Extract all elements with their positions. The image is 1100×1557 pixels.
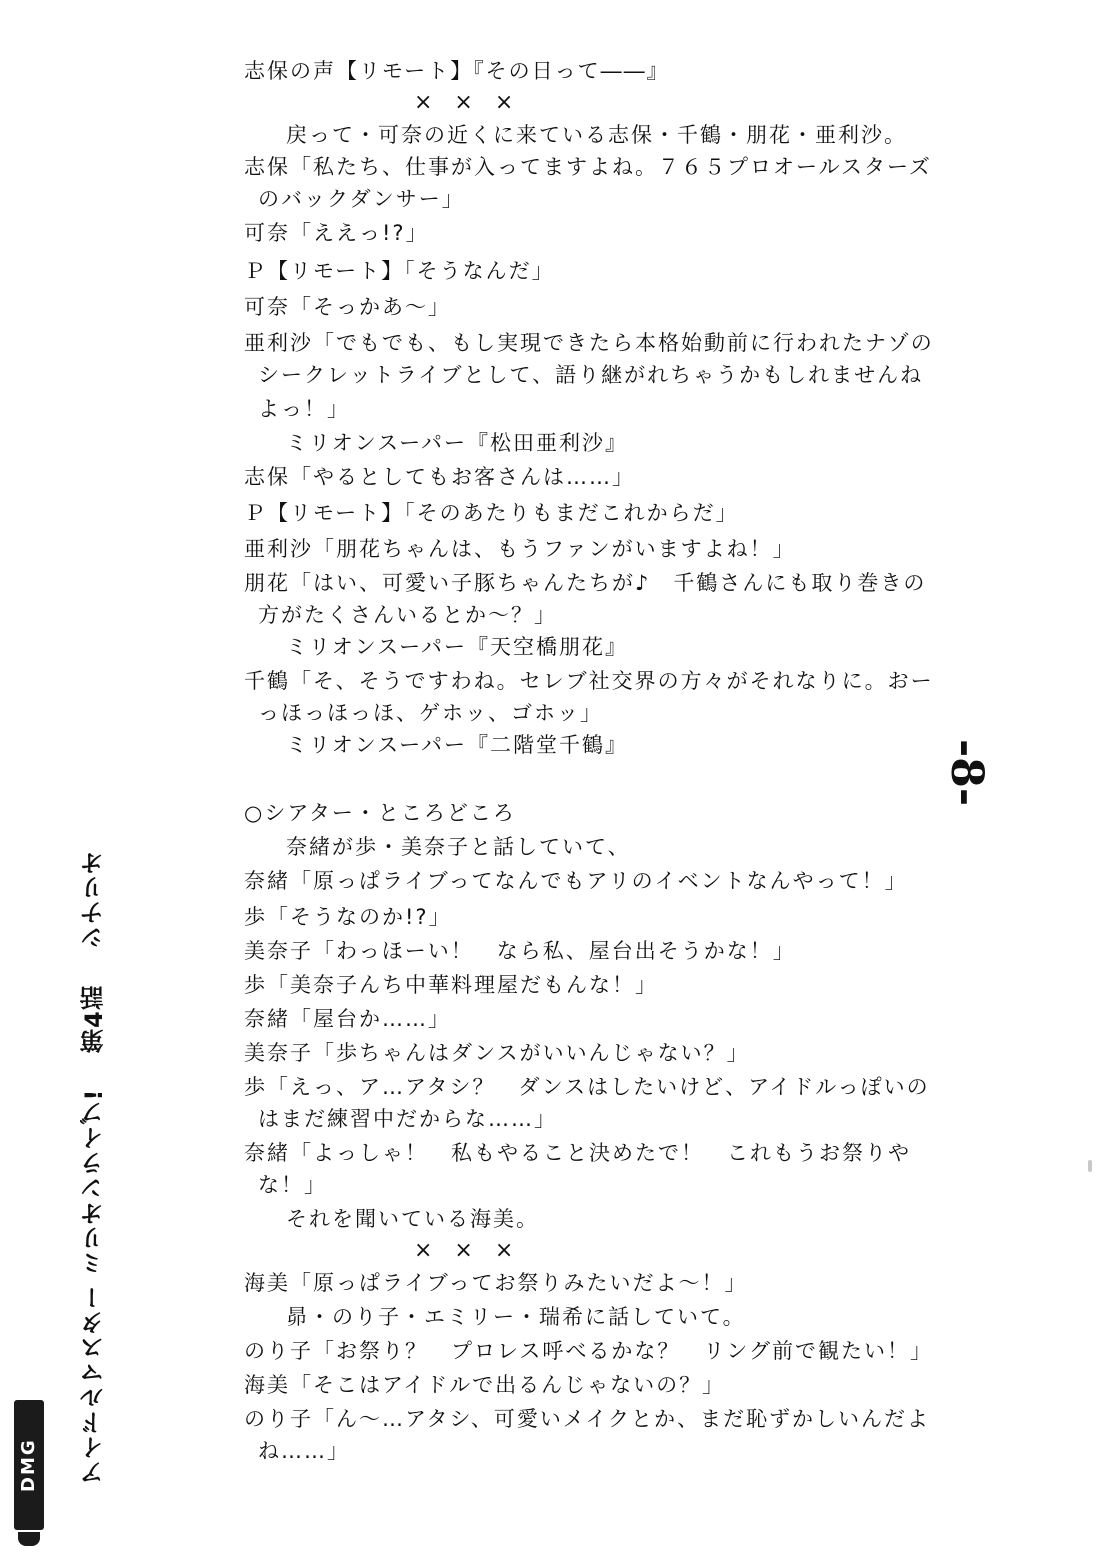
- page-number: -8-: [941, 739, 992, 807]
- script-line: 奈緒「屋台か……」: [244, 1007, 451, 1031]
- script-line: 方がたくさんいるとか〜？」: [258, 603, 557, 627]
- script-line: な！」: [258, 1173, 327, 1197]
- script-line: 千鶴「そ、そうですわね。セレブ社交界の方々がそれなりに。おー: [244, 669, 934, 693]
- script-line: 朋花「はい、可愛い子豚ちゃんたちが♪ 千鶴さんにも取り巻きの: [244, 571, 927, 595]
- script-line: 亜利沙「朋花ちゃんは、もうファンがいますよね！」: [244, 537, 796, 561]
- script-line: 志保「私たち、仕事が入ってますよね。７６５プロオールスターズ: [244, 155, 932, 179]
- script-line: 志保「やるとしてもお客さんは……」: [244, 465, 635, 489]
- script-line: のり子「お祭り？ プロレス呼べるかな？ リング前で観たい！」: [244, 1339, 933, 1363]
- script-line: それを聞いている海美。: [286, 1207, 539, 1231]
- script-line: 可奈「ええっ!?」: [244, 221, 429, 245]
- scan-edge-mark: [1088, 1160, 1092, 1172]
- section-label: シナリオ: [80, 850, 108, 951]
- script-line: 奈緒「原っぱライブってなんでもアリのイベントなんやって！」: [244, 869, 908, 893]
- script-line: 奈緒「よっしゃ！ 私もやること決めたで！ これもうお祭りや: [244, 1141, 911, 1165]
- script-line: 歩「美奈子んち中華料理屋だもんな！」: [244, 973, 658, 997]
- script-line: 昴・のり子・エミリー・瑞希に話していて。: [286, 1305, 746, 1329]
- script-line: シークレットライブとして、語り継がれちゃうかもしれませんね: [258, 363, 924, 387]
- script-line: 海美「そこはアイドルで出るんじゃないの？」: [244, 1373, 726, 1397]
- script-line: ミリオンスーパー『二階堂千鶴』: [286, 733, 629, 757]
- script-line: よっ！」: [258, 397, 350, 421]
- watermark-stamp: DMG: [14, 1400, 44, 1530]
- script-line: 美奈子「わっほーい！ なら私、屋台出そうかな！」: [244, 939, 796, 963]
- series-title: アイドルマスター ミリオンライブ!: [80, 1088, 108, 1485]
- script-line: っほっほっほ、ゲホッ、ゴホッ」: [258, 701, 603, 725]
- script-line: Ｐ【リモート】「そのあたりもまだこれからだ」: [244, 501, 739, 525]
- script-line: 海美「原っぱライブってお祭りみたいだよ〜！」: [244, 1271, 748, 1295]
- script-line: ミリオンスーパー『天空橋朋花』: [286, 635, 629, 659]
- script-line: 亜利沙「でもでも、もし実現できたら本格始動前に行われたナゾの: [244, 331, 934, 355]
- script-line: 戻って・可奈の近くに来ている志保・千鶴・朋花・亜利沙。: [286, 123, 907, 147]
- script-line: 美奈子「歩ちゃんはダンスがいいんじゃない？」: [244, 1041, 750, 1065]
- script-body: [244, 55, 934, 1475]
- scene-break-marker: × × ×: [414, 90, 514, 115]
- scene-break-marker: × × ×: [414, 1238, 514, 1263]
- script-line: はまだ練習中だからな……」: [258, 1107, 557, 1131]
- script-line: 奈緒が歩・美奈子と話していて、: [286, 835, 631, 859]
- script-line: のバックダンサー」: [258, 187, 465, 211]
- script-line: 歩「えっ、ア…アタシ？ ダンスはしたいけど、アイドルっぽいの: [244, 1075, 930, 1099]
- script-line: 志保の声【リモート】『その日って――』: [244, 59, 670, 83]
- episode-label: 第4話: [80, 985, 108, 1054]
- script-line: Ｐ【リモート】「そうなんだ」: [244, 259, 555, 283]
- script-line: 歩「そうなのか!?」: [244, 905, 452, 929]
- scene-heading: ○シアター・ところどころ: [244, 801, 516, 825]
- script-line: のり子「ん〜…アタシ、可愛いメイクとか、まだ恥ずかしいんだよ: [244, 1407, 931, 1431]
- script-line: ね……」: [258, 1439, 350, 1463]
- footer-title: [74, 850, 114, 1485]
- watermark-tail: [18, 1532, 40, 1546]
- script-line: ミリオンスーパー『松田亜利沙』: [286, 431, 629, 455]
- script-line: 可奈「そっかあ〜」: [244, 295, 451, 319]
